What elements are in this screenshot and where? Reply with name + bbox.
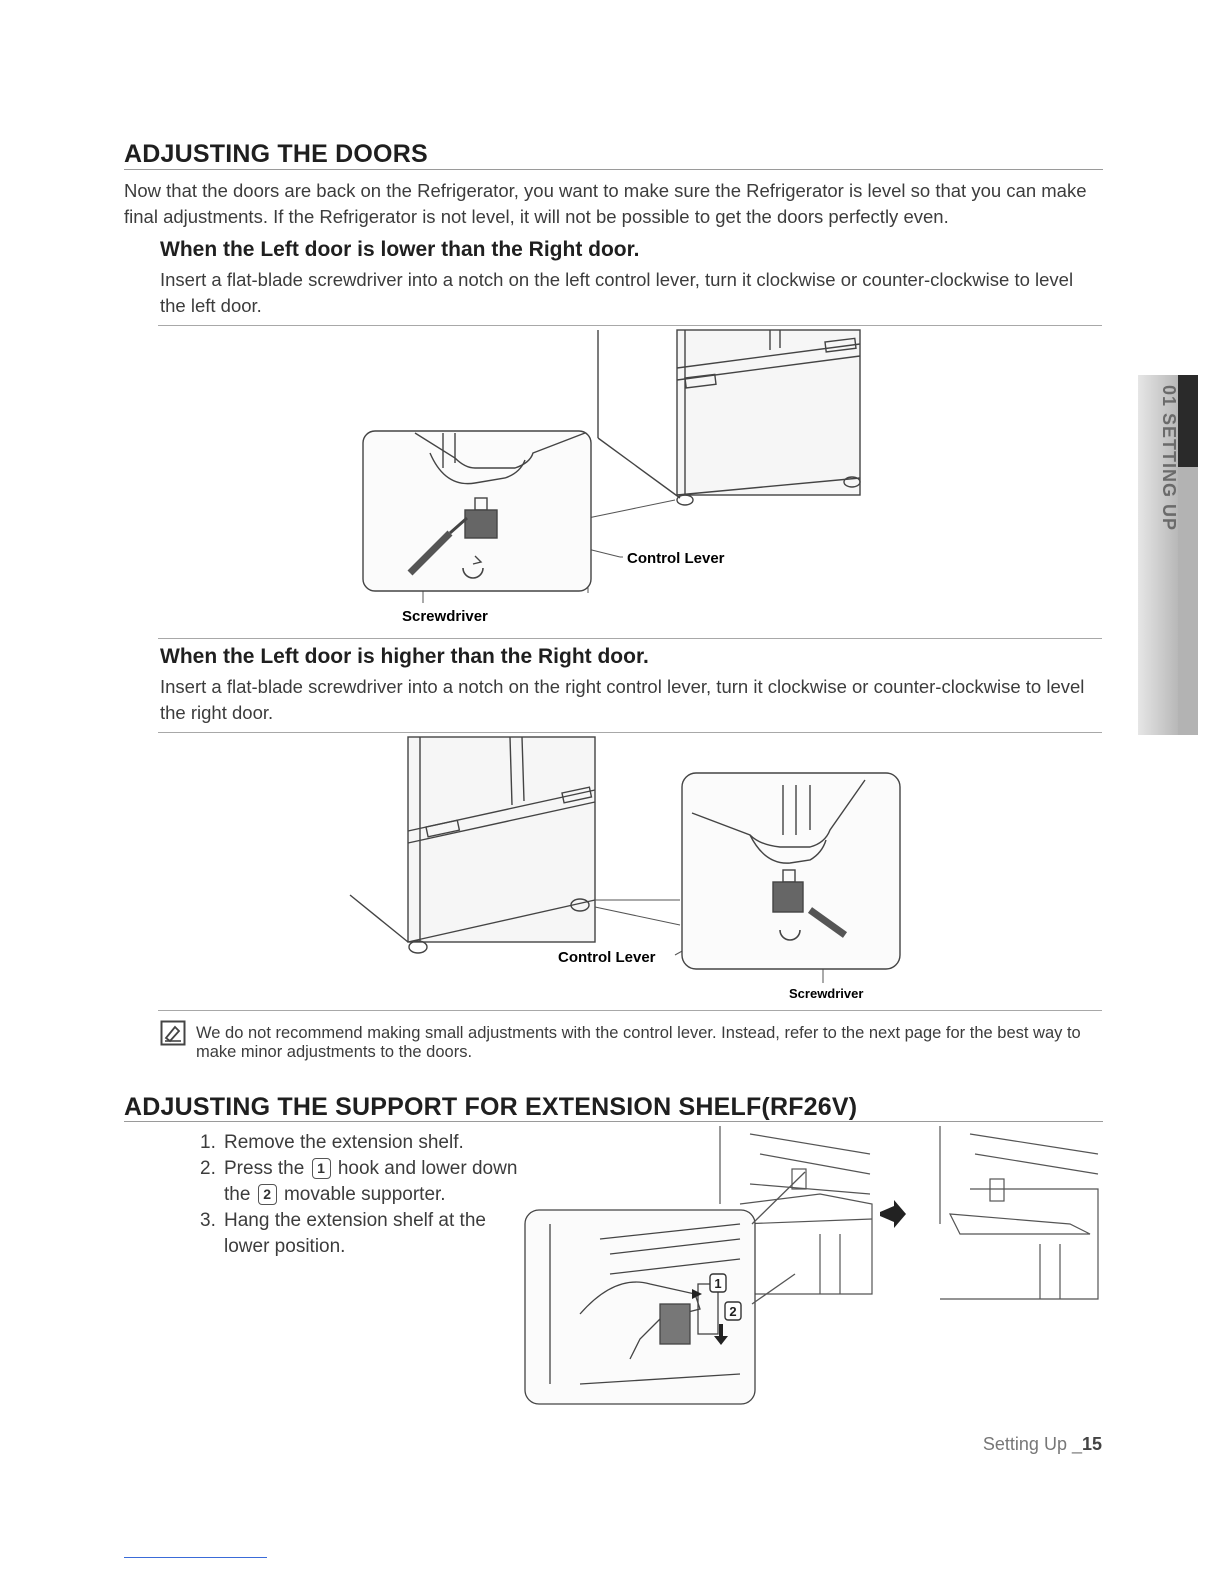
- control-lever-label-b: Control Lever: [558, 949, 656, 966]
- intro-paragraph: Now that the doors are back on the Refrigerator, you want to make sure the Refrigerator is level so that you can make final adjustments. If the Refrigerator is not level, it will not be possible to get the doors perfectly even.: [124, 180, 1087, 227]
- case-b-top-rule: [158, 638, 1102, 639]
- step-1: 1. Remove the extension shelf.: [200, 1132, 464, 1153]
- screwdriver-label-a: Screwdriver: [402, 608, 488, 625]
- case-a-heading: When the Left door is lower than the Right door.: [160, 238, 640, 261]
- inset-detail-a: [363, 431, 591, 591]
- figure-extension-shelf: [520, 1124, 1110, 1414]
- supporter-marker-2: 2: [258, 1184, 277, 1205]
- note-text: We do not recommend making small adjustments with the control lever. Instead, refer to the next page for the best way to make minor adjustments to the doors.: [196, 1024, 1081, 1061]
- step-3: 3. Hang the extension shelf at the lower position.: [200, 1210, 486, 1257]
- control-lever-label-a: Control Lever: [627, 550, 725, 567]
- step-2: 2. Press the 1 hook and lower down the 2 movable supporter.: [200, 1158, 518, 1205]
- arrow-right-icon: [880, 1200, 906, 1228]
- fridge-illustration-b: [350, 737, 595, 953]
- page-footer: Setting Up _15: [982, 1434, 1102, 1454]
- case-b-text: Insert a flat-blade screwdriver into a notch on the right control lever, turn it clockwise or counter-clockwise to level the right door.: [160, 676, 1085, 723]
- section-title-extension-shelf: ADJUSTING THE SUPPORT FOR EXTENSION SHELF(RF26V): [124, 1093, 858, 1121]
- bottom-link-rule: [124, 1557, 267, 1558]
- section-title-adjusting-doors: ADJUSTING THE DOORS: [124, 140, 428, 168]
- fridge-illustration-a: [598, 330, 860, 505]
- steps-list: [200, 1130, 520, 1260]
- case-a-rule: [158, 325, 1102, 326]
- inset-detail-c: [525, 1172, 805, 1404]
- hook-marker-1: 1: [312, 1158, 331, 1179]
- title-rule: [124, 169, 1103, 170]
- screwdriver-label-b: Screwdriver: [789, 986, 864, 1001]
- note-icon: [160, 1020, 186, 1046]
- chapter-side-tab: [1138, 375, 1198, 735]
- figure-left-door-adjust: [355, 328, 875, 628]
- side-tab-label: 01 SETTING UP: [1159, 385, 1179, 532]
- case-b-rule: [158, 732, 1102, 733]
- svg-text:2: 2: [729, 1304, 737, 1319]
- svg-text:1: 1: [714, 1276, 722, 1291]
- title-rule-2: [124, 1121, 1103, 1122]
- page-number: 15: [1081, 1434, 1102, 1454]
- note-rule: [158, 1010, 1102, 1011]
- figure-right-door-adjust: [340, 735, 920, 1007]
- case-a-text: Insert a flat-blade screwdriver into a notch on the left control lever, turn it clockwise or counter-clockwise to level the left door.: [160, 269, 1074, 316]
- case-b-heading: When the Left door is higher than the Right door.: [160, 645, 649, 668]
- inset-detail-b: [682, 773, 900, 969]
- shelf-after-illustration: [940, 1126, 1098, 1299]
